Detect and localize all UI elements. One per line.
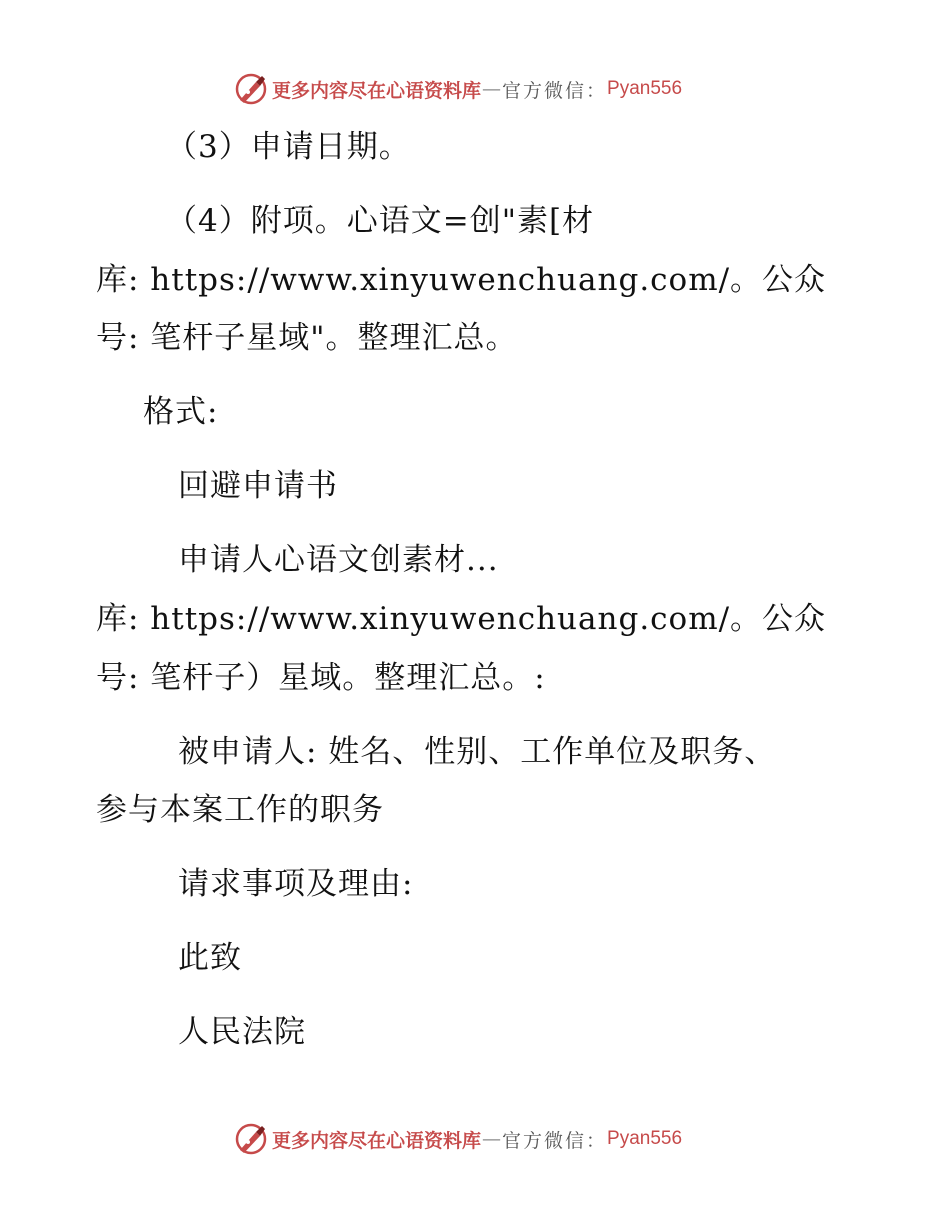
text-line-respondent: 被申请人: 姓名、性别、工作单位及职务、 bbox=[178, 734, 777, 770]
banner-separator: — bbox=[482, 1128, 502, 1150]
banner-wechat-id: Pyan556 bbox=[607, 1128, 683, 1149]
banner-official-label: 官方微信： bbox=[502, 79, 608, 102]
banner-main-text: 更多内容尽在心语资料库 bbox=[272, 79, 482, 102]
text-line-account-2: 号: 笔杆子）星域。整理汇总。: bbox=[96, 660, 546, 696]
header-banner bbox=[234, 71, 682, 107]
banner-wechat-id: Pyan556 bbox=[607, 78, 683, 99]
text-line-application-date: （3）申请日期。 bbox=[166, 129, 411, 165]
text-line-account-1: 号: 笔杆子星域"。整理汇总。 bbox=[96, 320, 518, 356]
pen-logo-icon bbox=[234, 1122, 268, 1156]
banner-official-label: 官方微信： bbox=[502, 1129, 608, 1152]
text-line-format-label: 格式: bbox=[143, 394, 219, 430]
text-line-attachments: （4）附项。心语文=创"素[材 bbox=[166, 203, 595, 239]
banner-main-text: 更多内容尽在心语资料库 bbox=[272, 1129, 482, 1152]
banner-separator: — bbox=[482, 78, 502, 100]
text-line-court: 人民法院 bbox=[178, 1014, 306, 1050]
pen-logo-icon bbox=[234, 72, 268, 106]
text-line-applicant: 申请人心语文创素材... bbox=[178, 542, 499, 578]
text-line-salutation: 此致 bbox=[178, 940, 242, 976]
text-line-url-1: 库: https://www.xinyuwenchuang.com/。公众 bbox=[96, 262, 827, 298]
document-title: 回避申请书 bbox=[178, 468, 338, 504]
text-line-request: 请求事项及理由: bbox=[178, 866, 414, 902]
footer-banner bbox=[234, 1121, 682, 1157]
text-line-respondent-role: 参与本案工作的职务 bbox=[96, 792, 384, 828]
text-line-url-2: 库: https://www.xinyuwenchuang.com/。公众 bbox=[96, 601, 827, 637]
